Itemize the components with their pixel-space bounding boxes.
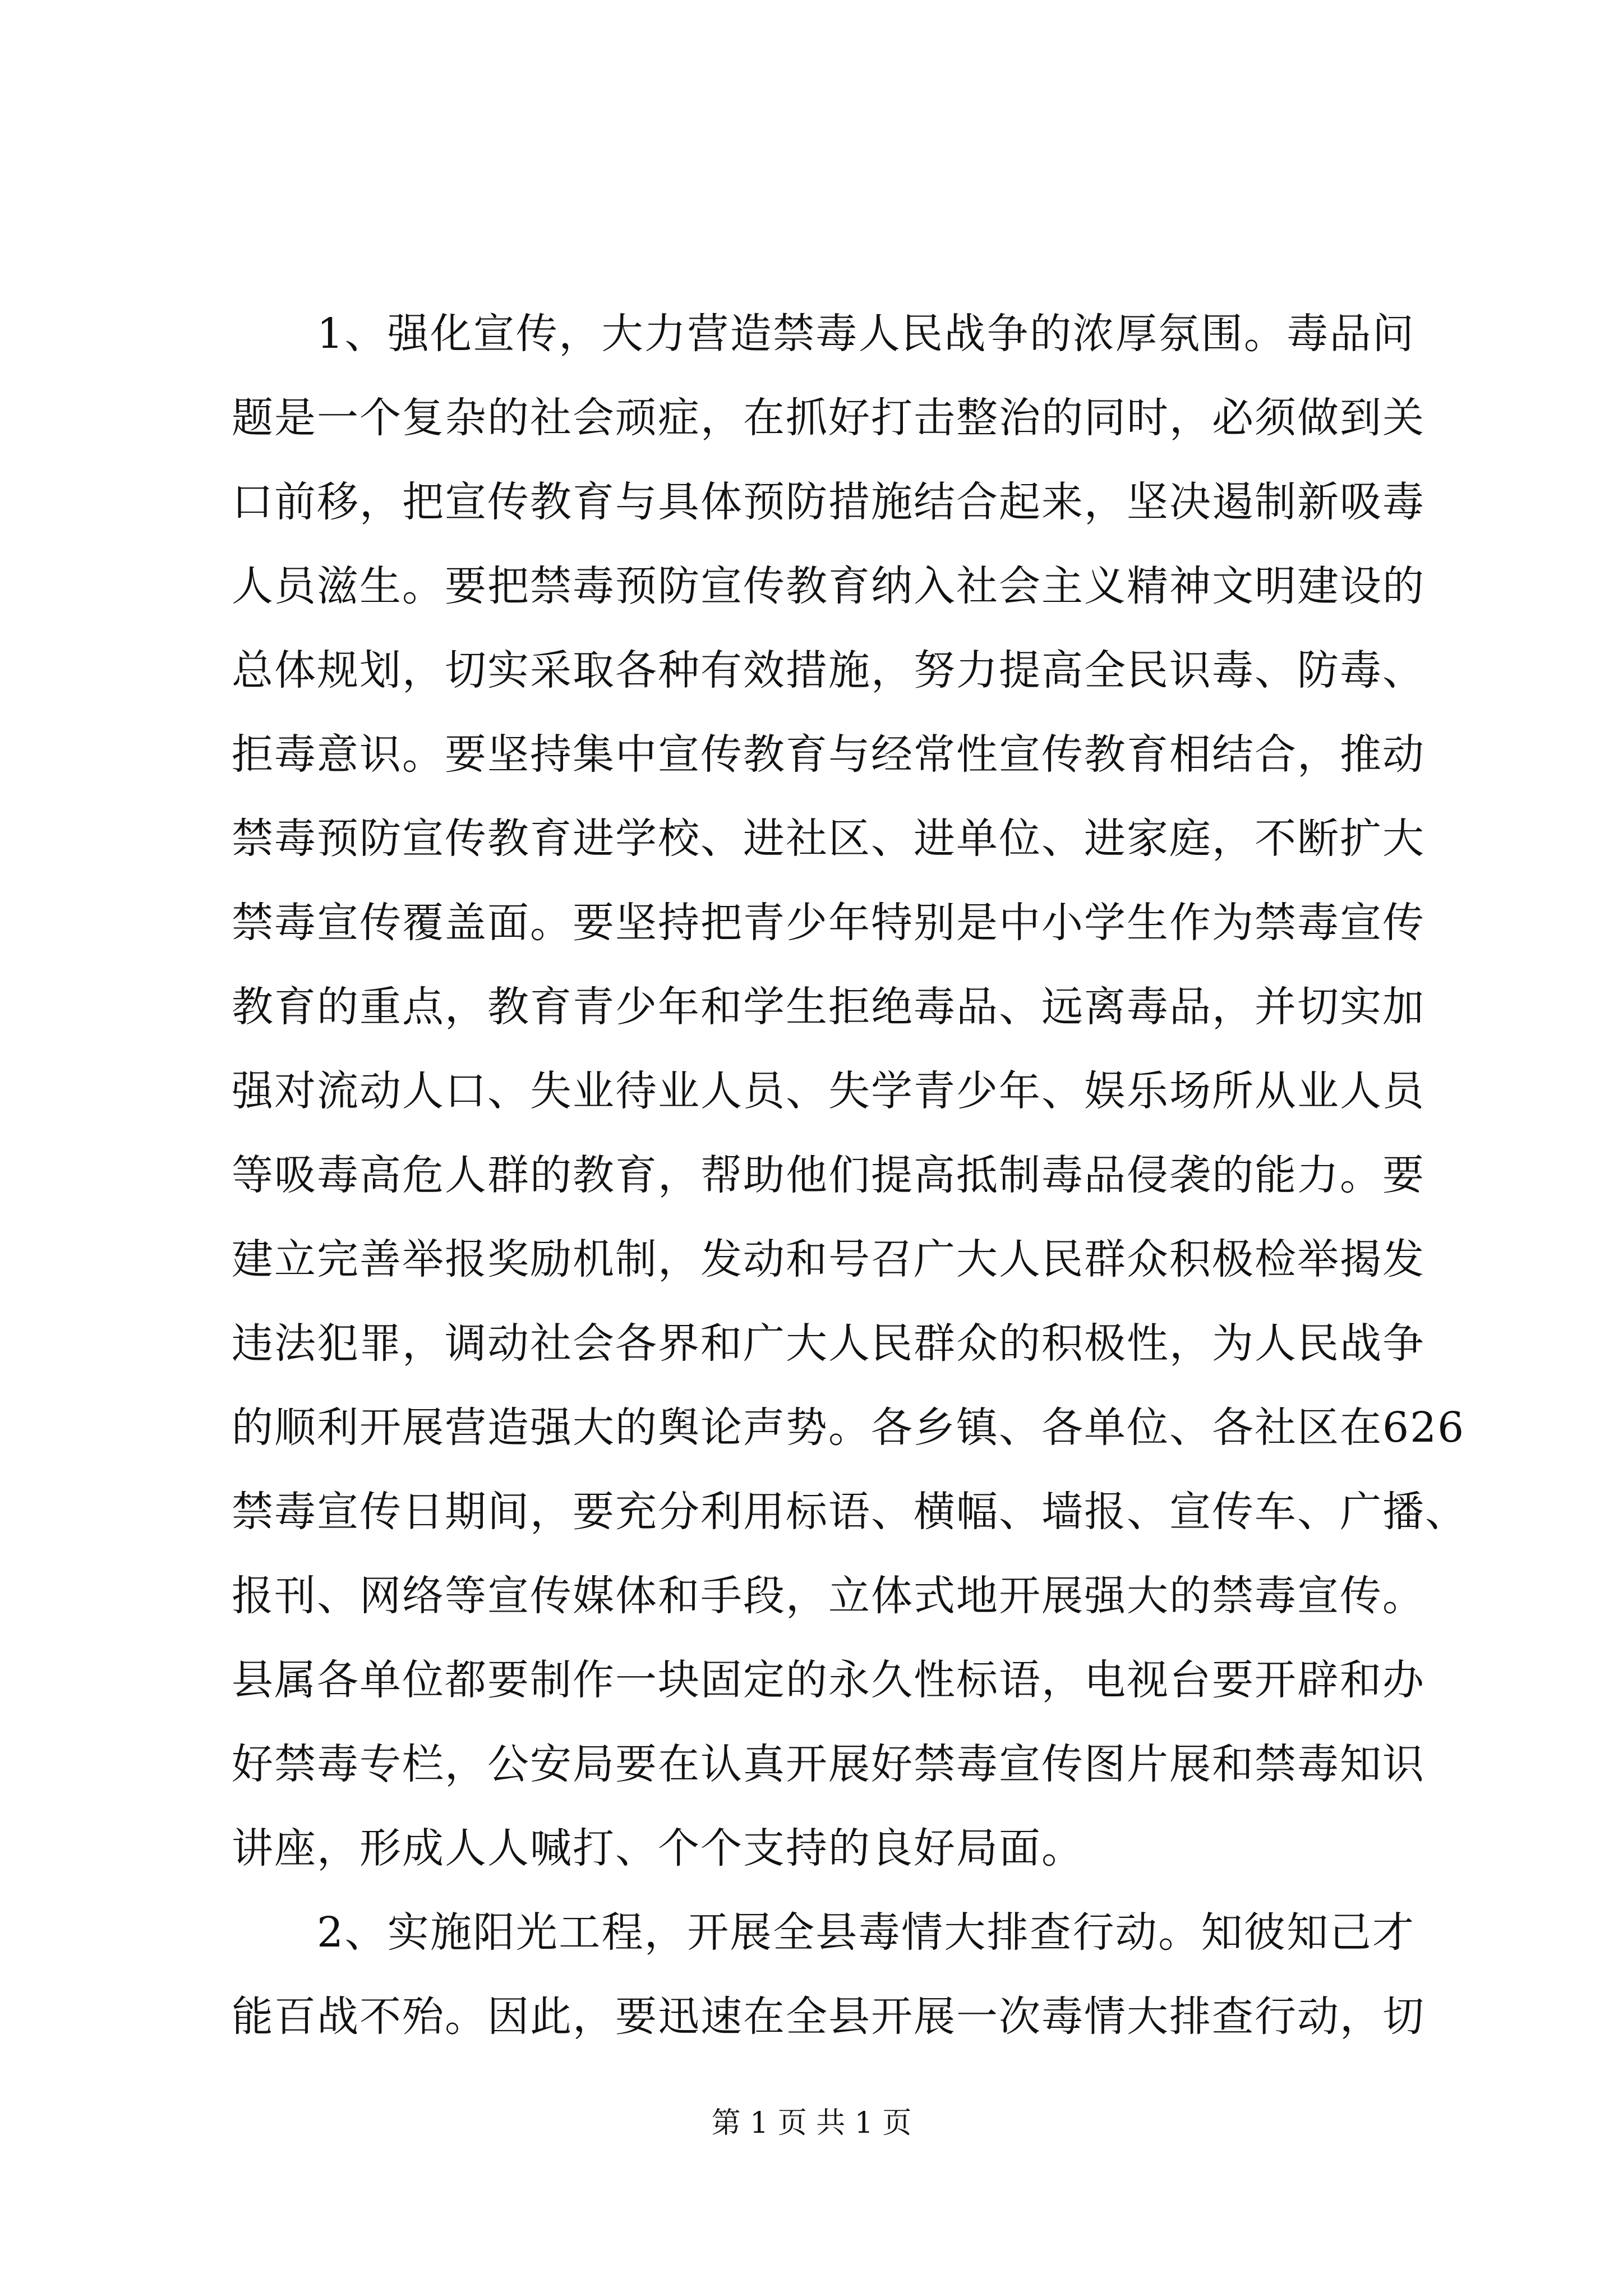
paragraph-1-line: 拒毒意识。要坚持集中宣传教育与经常性宣传教育相结合，推动 [232,730,1425,779]
paragraph-1-line: 好禁毒专栏，公安局要在认真开展好禁毒宣传图片展和禁毒知识 [232,1740,1425,1788]
paragraph-1-line: 禁毒预防宣传教育进学校、进社区、进单位、进家庭，不断扩大 [232,815,1425,863]
paragraph-1-line: 讲座，形成人人喊打、个个支持的良好局面。 [232,1824,1084,1872]
paragraph-1-line: 报刊、网络等宣传媒体和手段，立体式地开展强大的禁毒宣传。 [232,1572,1425,1620]
paragraph-1-line: 违法犯罪，调动社会各界和广大人民群众的积极性，为人民战争 [232,1319,1425,1368]
paragraph-1-line: 禁毒宣传覆盖面。要坚持把青少年特别是中小学生作为禁毒宣传 [232,899,1425,947]
paragraph-1-line: 题是一个复杂的社会顽症，在抓好打击整治的同时，必须做到关 [232,394,1425,442]
paragraph-1-line: 等吸毒高危人群的教育，帮助他们提高抵制毒品侵袭的能力。要 [232,1151,1425,1199]
paragraph-1-line: 的顺利开展营造强大的舆论声势。各乡镇、各单位、各社区在626 [232,1404,1465,1452]
paragraph-1-line: 强对流动人口、失业待业人员、失学青少年、娱乐场所从业人员 [232,1067,1425,1115]
paragraph-1-line: 禁毒宣传日期间，要充分利用标语、横幅、墙报、宣传车、广播、 [232,1488,1468,1536]
paragraph-1-line: 总体规划，切实采取各种有效措施，努力提高全民识毒、防毒、 [232,646,1425,694]
paragraph-2-line: 能百战不殆。因此，要迅速在全县开展一次毒情大排查行动，切 [232,1993,1425,2041]
paragraph-2-line: 2、实施阳光工程，开展全县毒情大排查行动。知彼知己才 [317,1908,1415,1957]
paragraph-1-line: 口前移，把宣传教育与具体预防措施结合起来，坚决遏制新吸毒 [232,478,1425,526]
body-text [232,292,1468,2059]
paragraph-1-line: 1、强化宣传，大力营造禁毒人民战争的浓厚氛围。毒品问 [317,310,1415,358]
paragraph-1-line: 教育的重点，教育青少年和学生拒绝毒品、远离毒品，并切实加 [232,983,1425,1031]
page-footer: 第 1 页 共 1 页 [711,2106,912,2140]
paragraph-1-line: 人员滋生。要把禁毒预防宣传教育纳入社会主义精神文明建设的 [232,562,1425,610]
paragraph-1-line: 县属各单位都要制作一块固定的永久性标语，电视台要开辟和办 [232,1656,1425,1704]
paragraph-1-line: 建立完善举报奖励机制，发动和号召广大人民群众积极检举揭发 [232,1235,1425,1283]
